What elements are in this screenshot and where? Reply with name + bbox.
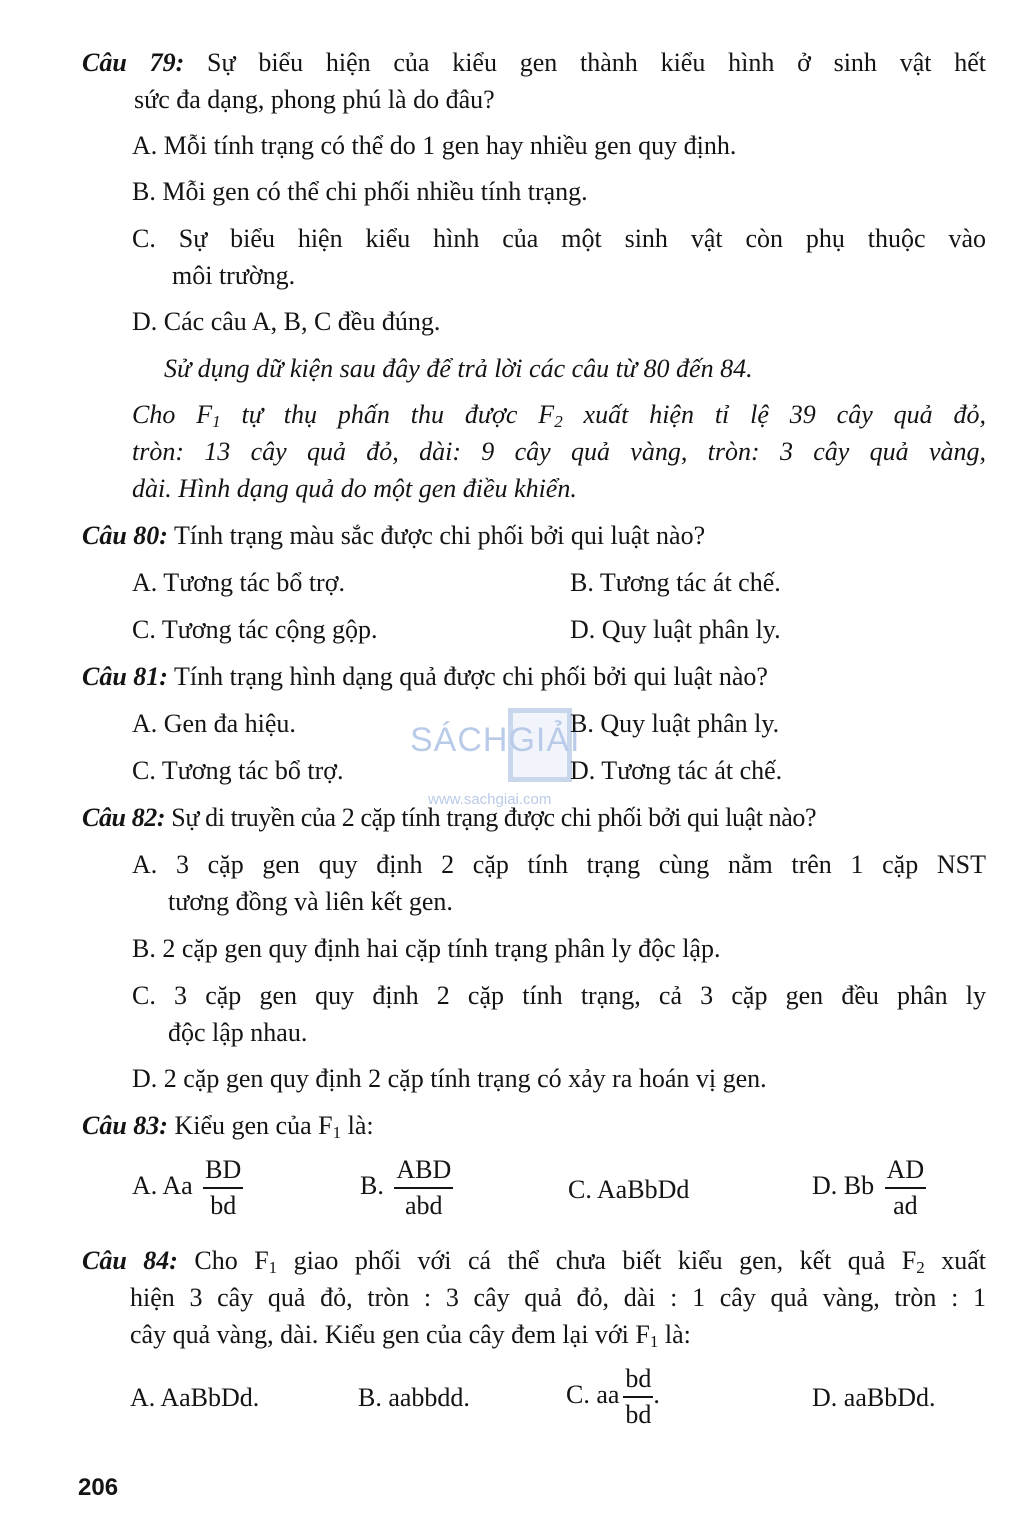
q82-option-d: D. 2 cặp gen quy định 2 cặp tính trạng có xảy ra hoán vị gen. [132, 1064, 767, 1093]
q83-b-numerator: ABD [394, 1153, 453, 1189]
q83-a-denominator: bd [210, 1191, 237, 1220]
intro-text-part1: Cho F [132, 400, 213, 429]
q83-sub: 1 [332, 1123, 342, 1142]
q83-d-prefix: D. Bb [812, 1170, 875, 1200]
q84-label: Câu 84: [82, 1246, 178, 1275]
q82-option-c-line1: C. 3 cặp gen quy định 2 cặp tính trạng, cả 3 cặp gen đều phân ly [132, 981, 986, 1010]
q83-text-part2: là: [341, 1111, 374, 1140]
q83-d-denominator: ad [893, 1191, 918, 1220]
q83-a-fraction [203, 1153, 243, 1223]
q84-option-c [566, 1362, 660, 1432]
q79-label: Câu 79: [82, 48, 185, 77]
q82-option-b: B. 2 cặp gen quy định hai cặp tính trạng phân ly độc lập. [132, 934, 721, 963]
q82-label: Câu 82: [82, 803, 166, 832]
q82-question [82, 800, 816, 836]
q84-option-d: D. aaBbDd. [812, 1383, 936, 1412]
q84-question-line3 [130, 1317, 691, 1353]
watermark-brand: SÁCHGIẢI [410, 721, 581, 759]
intro-data-line2: tròn: 13 cây quả đỏ, dài: 9 cây quả vàng, tròn: 3 cây quả vàng, [132, 437, 986, 466]
q84-text-part4: cây quả vàng, dài. Kiểu gen của cây đem lại với F [130, 1320, 650, 1349]
q84-text-part2: giao phối với cá thể chưa biết kiểu gen, kết quả F [277, 1246, 917, 1275]
q81-question [82, 659, 768, 695]
q81-option-d: D. Tương tác át chế. [570, 756, 783, 785]
q83-b-fraction [394, 1153, 453, 1223]
q79-option-d: D. Các câu A, B, C đều đúng. [132, 307, 441, 336]
q84-sub1: 1 [268, 1258, 278, 1277]
q83-option-b [360, 1153, 453, 1223]
intro-text-part3: xuất hiện tỉ lệ 39 cây quả đỏ, [562, 400, 986, 429]
q84-sub2: 2 [916, 1258, 925, 1277]
q83-option-d [812, 1153, 926, 1223]
page-number: 206 [78, 1474, 119, 1501]
q82-text: Sự di truyền của 2 cặp tính trạng được chi phối bởi qui luật nào? [165, 803, 817, 832]
q84-text-part5: là: [658, 1320, 691, 1349]
q81-label: Câu 81: [82, 662, 168, 691]
q81-option-a: A. Gen đa hiệu. [132, 709, 296, 738]
q79-option-c-line2: môi trường. [172, 261, 296, 290]
intro-text-part2: tự thụ phấn thu được F [220, 400, 555, 429]
q79-text-line2: sức đa dạng, phong phú là do đâu? [134, 85, 495, 114]
q81-option-b: B. Quy luật phân ly. [570, 709, 780, 738]
q84-sub3: 1 [649, 1332, 659, 1351]
q79-question-line1 [82, 45, 986, 81]
q80-question [82, 518, 705, 554]
q82-option-c-line2: độc lập nhau. [168, 1018, 308, 1047]
q80-option-a: A. Tương tác bổ trợ. [132, 568, 345, 597]
q83-option-c: C. AaBbDd [568, 1175, 690, 1204]
q79-option-c-line1: C. Sự biểu hiện kiểu hình của một sinh vật còn phụ thuộc vào [132, 224, 986, 253]
intro-sub2: 2 [554, 412, 563, 431]
intro-data-line1 [132, 397, 986, 433]
q84-c-denominator: bd [625, 1400, 652, 1429]
q80-text: Tính trạng màu sắc được chi phối bởi qui luật nào? [167, 521, 706, 550]
q80-option-b: B. Tương tác át chế. [570, 568, 781, 597]
q84-text-part1: Cho F [177, 1246, 269, 1275]
q84-c-prefix: C. aa [566, 1379, 620, 1409]
q84-text-part3: xuất [924, 1246, 987, 1275]
q83-d-numerator: AD [885, 1153, 927, 1189]
q79-text-line1: Sự biểu hiện của kiểu gen thành kiểu hình ở sinh vật hết [184, 48, 986, 77]
q84-c-numerator: bd [623, 1362, 653, 1398]
q79-option-b: B. Mỗi gen có thể chi phối nhiều tính trạng. [132, 177, 588, 206]
watermark-url: www.sachgiai.com [428, 791, 552, 808]
q83-label: Câu 83: [82, 1111, 168, 1140]
q83-text-part1: Kiểu gen của F [167, 1111, 333, 1140]
intro-sub1: 1 [212, 412, 221, 431]
q81-option-c: C. Tương tác bổ trợ. [132, 756, 344, 785]
q80-option-d: D. Quy luật phân ly. [570, 615, 781, 644]
q80-label: Câu 80: [82, 521, 168, 550]
q84-question-line2: hiện 3 cây quả đỏ, tròn : 3 cây quả đỏ, dài : 1 cây quả vàng, tròn : 1 [130, 1283, 986, 1312]
intro-data-line3: dài. Hình dạng quả do một gen điều khiển. [132, 474, 577, 503]
q83-a-prefix: A. Aa [132, 1170, 193, 1200]
intro-instruction: Sử dụng dữ kiện sau đây để trả lời các câu từ 80 đến 84. [164, 354, 753, 383]
q83-question [82, 1108, 374, 1144]
q84-c-fraction [623, 1362, 653, 1432]
q82-option-a-line1: A. 3 cặp gen quy định 2 cặp tính trạng cùng nằm trên 1 cặp NST [132, 850, 986, 879]
q84-option-a: A. AaBbDd. [130, 1383, 260, 1412]
q83-b-denominator: abd [405, 1191, 443, 1220]
q84-question-line1 [82, 1243, 986, 1279]
q81-text: Tính trạng hình dạng quả được chi phối bởi qui luật nào? [167, 662, 768, 691]
q83-d-fraction [885, 1153, 927, 1223]
q80-option-c: C. Tương tác cộng gộp. [132, 615, 378, 644]
q82-option-a-line2: tương đồng và liên kết gen. [168, 887, 453, 916]
q83-a-numerator: BD [203, 1153, 243, 1189]
q79-option-a: A. Mỗi tính trạng có thể do 1 gen hay nhiều gen quy định. [132, 131, 737, 160]
q84-c-suffix: . [653, 1379, 660, 1409]
q83-option-a [132, 1153, 243, 1223]
q84-option-b: B. aabbdd. [358, 1383, 470, 1412]
q83-b-prefix: B. [360, 1170, 384, 1200]
